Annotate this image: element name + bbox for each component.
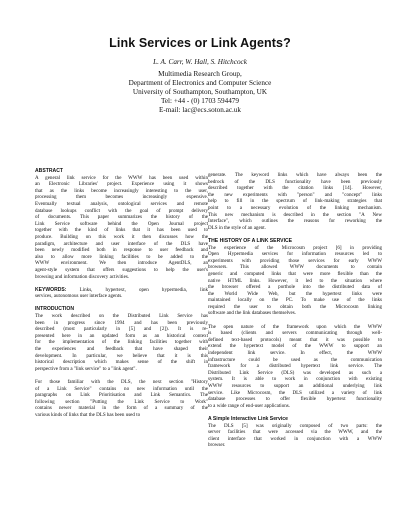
text-line: various kinds of links that the DLS has been used to: [35, 411, 141, 418]
history-heading: THE HISTORY OF A LINK SERVICE: [208, 237, 293, 244]
affiliation-line: University of Southampton, Southampton, UK: [132, 88, 268, 97]
right-column: [208, 172, 382, 449]
text-line: the World Wide Web, but the hypertext links were: [208, 290, 382, 297]
introduction-heading: INTRODUCTION: [35, 306, 75, 313]
paper-authors: L. A. Carr, W. Hall, S. Hitchcock: [153, 58, 247, 66]
text-line: browser.: [208, 442, 226, 449]
text-line: The DLS [5] was originally composed of two parts: the: [208, 422, 382, 429]
keywords-label: KEYWORDS:: [35, 286, 80, 293]
text-line: of documents. This paper summarizes the history of the: [35, 214, 208, 221]
text-line: development. In particular, we believe that it is this: [35, 352, 208, 359]
text-line: been newly modified both in response to user feedback and: [35, 247, 208, 254]
text-line: native HTML links. However, it led to the situation where: [208, 277, 382, 284]
text-line: is based (clients and servers communicating through well-: [208, 330, 382, 337]
text-line: produce. Building on this work it then discusses how the: [35, 233, 208, 240]
text-line: perspective from a "link service" to a "link agent".: [35, 365, 137, 372]
affiliation-line: Department of Electronics and Computer Science: [128, 79, 272, 88]
text-line: that as the links become increasingly interesting to the user,: [35, 187, 208, 194]
text-line: The work described on the Distributed Link Service has: [35, 313, 208, 320]
text-line: paragraphs on Link Prioritisation and Link Semantics. The: [35, 392, 208, 399]
text-line: the new experiments with "person" and "concept" links: [208, 191, 382, 198]
text-line: browsers. This allowed WWW documents to contain: [208, 264, 382, 271]
text-line: infrastructure could be used as the communication: [208, 356, 382, 363]
text-line: WWW resources to support an additional underlying link: [208, 383, 382, 389]
text-line: of a Link Service" contains no new information until the: [35, 385, 208, 392]
text-line: system. It is able to work in conjunction with existing: [208, 376, 382, 383]
text-line: Eventually textual analysis, ontological services and remote: [35, 200, 208, 207]
text-line: client interface that worked in conjunction with a WWW: [208, 435, 382, 442]
text-line: Link Service software behind the Open Journal project: [35, 220, 208, 227]
text-line: the browser offered a porthole into the distributed data of: [208, 284, 382, 291]
keywords-line: services, autonomous user interface agents.: [35, 293, 123, 300]
text-line: also to allow more linking facilities to be added to the: [35, 253, 208, 260]
text-line: DLS in the style of an agent.: [208, 224, 266, 231]
text-line: required the user to obtain both the Microcosm linking: [208, 303, 382, 310]
text-line: software and the link databases themselves.: [208, 310, 297, 317]
text-line: described (most particularly in [5] and [2]). It is re-: [35, 326, 208, 333]
text-line: historical description which makes sense of the shift in: [35, 359, 208, 366]
abstract-text: [35, 175, 208, 281]
affiliation-block: [0, 70, 400, 115]
text-line: for the implementation of the linking facilities together with: [35, 339, 208, 346]
text-line: experiments with providing those services for early WWW: [208, 257, 382, 264]
text-line: to a wide range of end-user applications.: [208, 402, 290, 409]
text-line: service. Like Microcosm, the DLS utilized a variety of link: [208, 389, 382, 396]
paper-title: Link Services or Link Agents?: [109, 36, 291, 50]
text-line: been in progress since 1994 and has been previously: [35, 319, 208, 326]
text-line: The open nature of the framework upon which the WWW: [208, 323, 382, 330]
history-paragraph-2: [208, 324, 382, 410]
text-line: generate. The keyword links which have always been the: [208, 172, 382, 178]
keywords-line: KEYWORDS: Links, hypertext, open hypermedia, link: [35, 286, 208, 293]
text-line: This new mechanism is described in the section "A New: [208, 211, 382, 218]
introduction-continuation: [208, 172, 382, 231]
text-line: generic and computed links that were more flexible than the: [208, 270, 382, 277]
text-line: extend the hypertext model of the WWW to support an: [208, 343, 382, 350]
history-paragraph-1: [208, 245, 382, 318]
text-line: framework for a distributed hypertext link service. The: [208, 363, 382, 370]
text-line: Open Hypermedia services for information resources led to: [208, 251, 382, 258]
text-line: database lookups conflict with the goal of prompt delivery: [35, 207, 208, 214]
text-line: help to fill in the spectrum of link-making strategies that: [208, 198, 382, 205]
text-line: together with the kind of links that it has been used to: [35, 227, 208, 234]
text-line: point to a necessary evolution of the linking mechanism.: [208, 204, 382, 211]
text-line: Interface", which outlines the reasons for reworking the: [208, 218, 382, 225]
text-line: the experiences and feedback that have shaped their: [35, 346, 208, 353]
text-line: The experience of the Microcosm project [6] in providing: [208, 244, 382, 251]
text-line: bedrock of the DLS functionality have been previously: [208, 178, 382, 185]
text-line: database processes to offer flexible hypertext functionality: [208, 396, 382, 403]
text-line: described together with the citation links [14]. However,: [208, 185, 382, 192]
text-line: server facilities that were accessed via the WWW, and the: [208, 429, 382, 436]
text-line: independent link service. In effect, the WWW: [208, 350, 382, 357]
affiliation-line: Tel: +44 - (0) 1703 594479: [160, 97, 239, 106]
text-line: For those familiar with the DLS, the next section "History: [35, 379, 208, 385]
abstract-heading: ABSTRACT: [35, 168, 64, 174]
text-line: following section "Putting the Link Service to Work": [35, 398, 208, 405]
text-line: processing them becomes increasingly expensive.: [35, 194, 208, 201]
text-line: presented here in an updated form as an historical context: [35, 332, 208, 339]
left-column: [35, 168, 208, 419]
introduction-paragraph-1: [35, 313, 208, 372]
text-line: defined text-based protocols) meant that it was possible to: [208, 336, 382, 343]
text-line: maintained locally on the PC. To make use of the links: [208, 297, 382, 304]
text-line: agent-style system that offers suggestions to help the user's: [35, 266, 208, 273]
keywords: [35, 287, 208, 300]
text-line: paradigm, architecture and user interface of the DLS have: [35, 240, 208, 247]
text-line: contains newer material in the form of a summary of the: [35, 405, 208, 412]
affiliation-line: Multimedia Research Group,: [158, 70, 242, 78]
text-line: browsing and information discovery activities.: [35, 273, 130, 280]
text-line: WWW environment. We then introduce AgentDLS, an: [35, 260, 208, 267]
affiliation-line: E-mail: lac@ecs.soton.ac.uk: [158, 106, 242, 115]
text-line: Distributed Link Service (DLS) was developed as such a: [208, 369, 382, 376]
text-line: A general link service for the WWW has been used within: [35, 174, 208, 181]
text-line: an Electronic Libraries' project. Experience using it shows: [35, 181, 208, 188]
simple-link-service-paragraph: [208, 423, 382, 449]
simple-link-service-heading: A Simple Interactive Link Service: [208, 415, 288, 422]
introduction-paragraph-2: [35, 379, 208, 419]
